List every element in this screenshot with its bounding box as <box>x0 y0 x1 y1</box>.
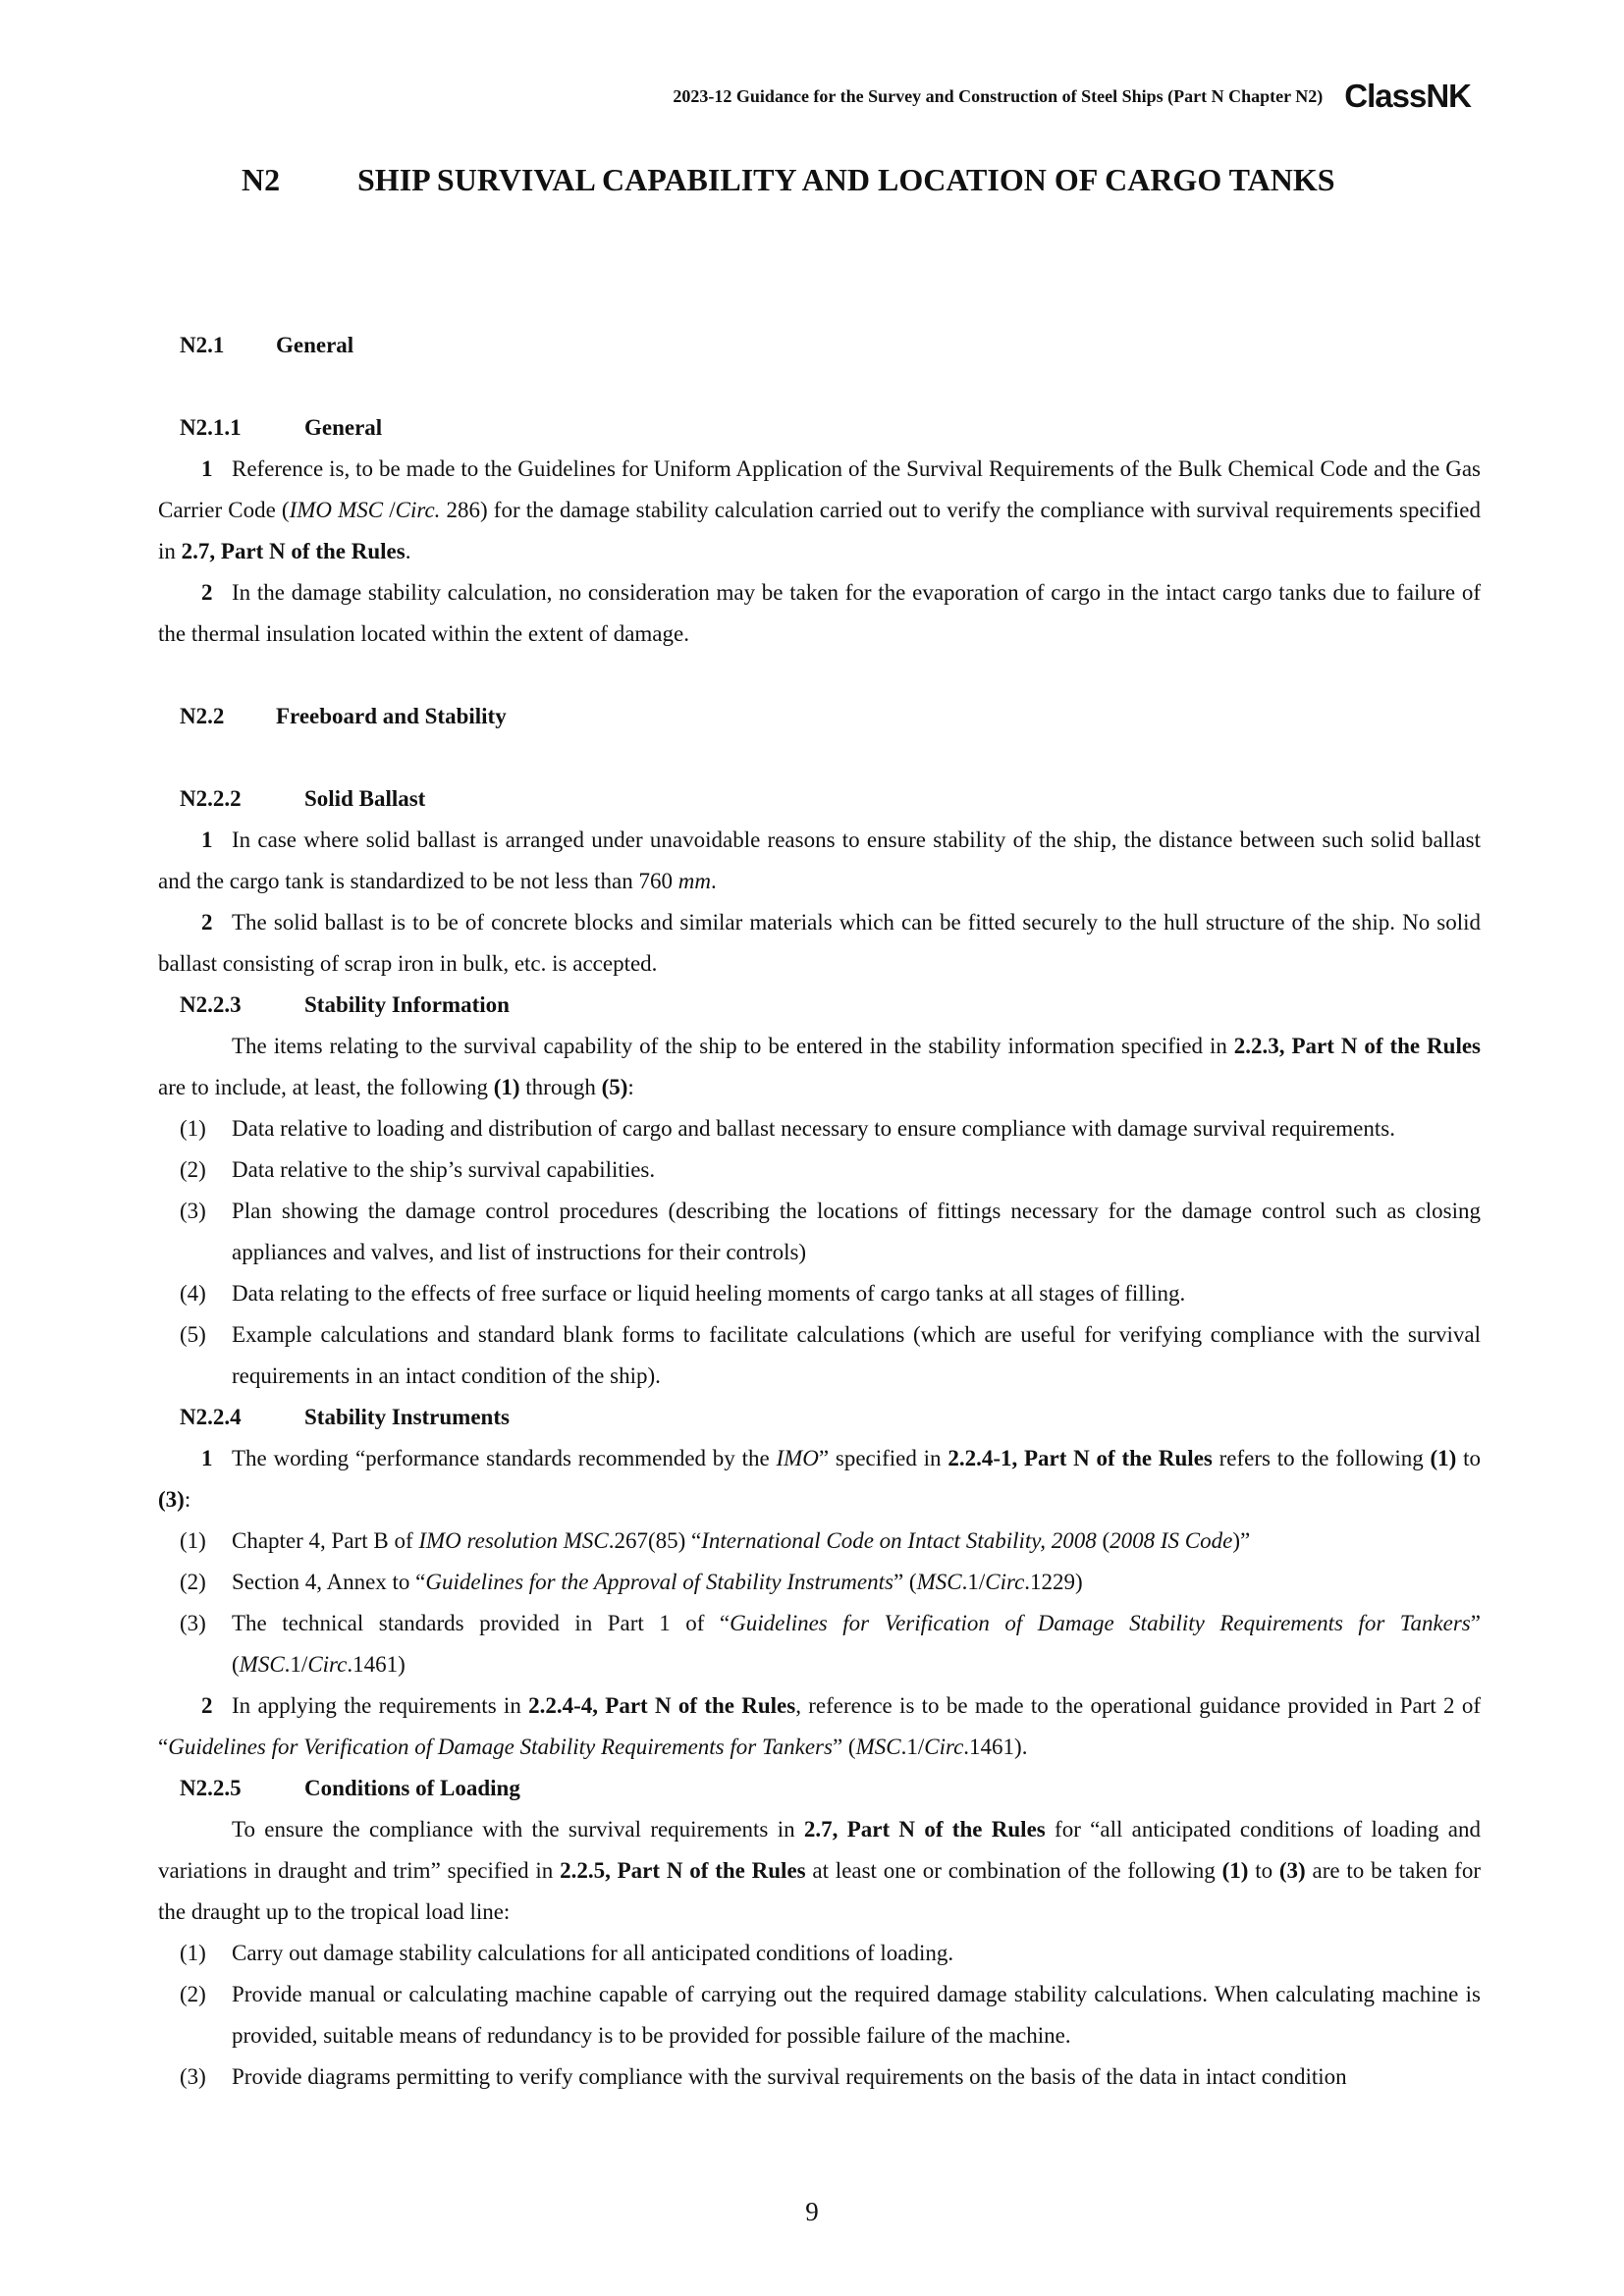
paragraph-number: 1 <box>201 1446 213 1470</box>
italic-run: Guidelines for Verification of Damage Stability Requirements for Tankers <box>168 1735 833 1759</box>
bold-run: 2.7, Part N of the Rules <box>181 539 406 563</box>
text-run: ( <box>1096 1528 1110 1553</box>
list-label: (1) <box>180 1116 206 1141</box>
italic-run: International Code on Intact Stability, 2008 <box>701 1528 1097 1553</box>
subsection-title: Solid Ballast <box>304 786 426 811</box>
section-heading-n2-2 <box>158 696 1481 737</box>
list-item <box>158 1603 1481 1685</box>
list-item <box>158 2056 1481 2098</box>
bold-run: 2.2.3, Part N of the Rules <box>1233 1034 1482 1058</box>
chapter-number: N2 <box>242 162 281 197</box>
list-item <box>158 1108 1481 1149</box>
list-label: (4) <box>180 1281 206 1306</box>
text-run: through <box>519 1075 602 1099</box>
italic-run: Circ <box>985 1570 1025 1594</box>
subsection-heading-n2-2-2 <box>158 778 1481 820</box>
italic-run: MSC <box>855 1735 901 1759</box>
text-run: In case where solid ballast is arranged under unavoidable reasons to ensure stability of the ship, the distance between such solid ballast and the cargo tank is standardized to be not less than 760 <box>158 828 1481 893</box>
list-label: (2) <box>180 1157 206 1182</box>
list-text <box>232 1562 1481 1603</box>
subsection-number: N2.2.4 <box>180 1405 242 1429</box>
list-item <box>158 1149 1481 1191</box>
list-label: (2) <box>180 1570 206 1594</box>
text-run: )” <box>1232 1528 1251 1553</box>
list-label: (3) <box>180 1199 206 1223</box>
subsection-title: Stability Instruments <box>304 1405 510 1429</box>
list-label: (3) <box>180 1611 206 1635</box>
subsection-number: N2.2.3 <box>180 992 242 1017</box>
list-item <box>158 1191 1481 1273</box>
text-run: to <box>1248 1858 1279 1883</box>
list-label: (5) <box>180 1322 206 1347</box>
text-run: 286) for the damage stability calculation carried out to verify the compliance with survival requirements specified in <box>158 498 1481 563</box>
paragraph-n2-1-1-2 <box>158 572 1481 655</box>
subsection-heading-n2-1-1 <box>158 407 1481 449</box>
italic-run: Guidelines for the Approval of Stability Instruments <box>425 1570 893 1594</box>
chapter-title-text: SHIP SURVIVAL CAPABILITY AND LOCATION OF CARGO TANKS <box>357 162 1335 197</box>
subsection-title: Stability Information <box>304 992 510 1017</box>
page-number: 9 <box>805 2197 819 2226</box>
bold-run: (3) <box>1278 1858 1306 1883</box>
list-text: Provide diagrams permitting to verify compliance with the survival requirements on the basis of the data in intact condition <box>232 2064 1347 2089</box>
text-run: : <box>184 1487 191 1512</box>
text-run: ” ( <box>232 1611 1481 1677</box>
text-run: .1/ <box>961 1570 986 1594</box>
paragraph-number: 2 <box>201 580 213 605</box>
paragraph-n2-2-4-1 <box>158 1438 1481 1521</box>
list-text <box>232 1603 1481 1685</box>
subsection-heading-n2-2-3 <box>158 985 1481 1026</box>
text-run: .1/ <box>900 1735 925 1759</box>
section-title: Freeboard and Stability <box>276 704 507 728</box>
text-run: In the damage stability calculation, no consideration may be taken for the evaporation of cargo in the intact cargo tanks due to failure of the thermal insulation located within the extent of damage. <box>158 580 1481 646</box>
list-text: Example calculations and standard blank forms to facilitate calculations (which are useful for verifying compliance with the survival requirements in an intact condition of the ship). <box>232 1322 1481 1388</box>
subsection-heading-n2-2-4 <box>158 1397 1481 1438</box>
text-run: for “all anticipated conditions of loading and variations in draught and trim” specified in <box>158 1817 1481 1883</box>
subsection-title: General <box>304 415 383 440</box>
italic-run: MSC <box>239 1652 285 1677</box>
list-item <box>158 1562 1481 1603</box>
text-run: To ensure the compliance with the survival requirements in <box>232 1817 804 1842</box>
text-run: .1229) <box>1024 1570 1083 1594</box>
bold-run: 2.2.4-1, Part N of the Rules <box>947 1446 1213 1470</box>
list-item <box>158 1314 1481 1397</box>
text-run: refers to the following <box>1212 1446 1431 1470</box>
italic-run: IMO <box>776 1446 819 1470</box>
page-header <box>673 77 1471 116</box>
paragraph-n2-2-2-2 <box>158 902 1481 985</box>
bold-run: 2.7, Part N of the Rules <box>803 1817 1046 1842</box>
text-run: The solid ballast is to be of concrete blocks and similar materials which can be fitted securely to the hull structure of the ship. No solid ballast consisting of scrap iron in bulk, etc. is accepted. <box>158 910 1481 976</box>
paragraph-n2-2-5-intro <box>158 1809 1481 1933</box>
paragraph-number: 2 <box>201 1693 213 1718</box>
text-run: Chapter 4, Part B of <box>232 1528 419 1553</box>
list-label: (1) <box>180 1528 206 1553</box>
text-run: to <box>1456 1446 1481 1470</box>
subsection-number: N2.1.1 <box>180 415 242 440</box>
section-heading-n2-1 <box>158 325 1481 366</box>
text-run: Section 4, Annex to “ <box>232 1570 426 1594</box>
subsection-heading-n2-2-5 <box>158 1768 1481 1809</box>
subsection-title: Conditions of Loading <box>304 1776 520 1800</box>
section-title: General <box>276 333 354 357</box>
text-run: . <box>405 539 411 563</box>
italic-run: MSC <box>916 1570 962 1594</box>
chapter-title <box>242 155 1335 204</box>
paragraph-n2-2-3-intro <box>158 1026 1481 1108</box>
list-item <box>158 1974 1481 2056</box>
text-run: .1461). <box>963 1735 1028 1759</box>
italic-run: IMO MSC <box>289 498 384 522</box>
list-label: (2) <box>180 1982 206 2006</box>
paragraph-n2-1-1-1 <box>158 449 1481 572</box>
bold-run: 2.2.4-4, Part N of the Rules <box>528 1693 796 1718</box>
italic-run: Guidelines for Verification of Damage Stability Requirements for Tankers <box>730 1611 1471 1635</box>
italic-run: Circ <box>924 1735 964 1759</box>
list-text: Provide manual or calculating machine capable of carrying out the required damage stability calculations. When calculating machine is provided, suitable means of redundancy is to be provided for possible failure of the machine. <box>232 1982 1481 2048</box>
text-run: .1/ <box>284 1652 308 1677</box>
text-run: are to include, at least, the following <box>158 1075 494 1099</box>
bold-run: (5) <box>601 1075 628 1099</box>
italic-run: Circ <box>307 1652 348 1677</box>
text-run: are to be taken for the draught up to the tropical load line: <box>158 1858 1482 1924</box>
list-item <box>158 1521 1481 1562</box>
text-run: , reference is to be made to the operational guidance provided in Part 2 of “ <box>158 1693 1481 1759</box>
text-run: . <box>710 869 717 893</box>
text-run: Reference is, to be made to the Guidelines for Uniform Application of the Survival Requirements of the Bulk Chemical Code and the Gas Carrier Code ( <box>158 456 1481 522</box>
text-run: The wording “performance standards recommended by the <box>232 1446 777 1470</box>
text-run: ” specified in <box>818 1446 948 1470</box>
list-text: Data relative to the ship’s survival capabilities. <box>232 1157 656 1182</box>
bold-run: (1) <box>1430 1446 1457 1470</box>
bold-run: (1) <box>493 1075 520 1099</box>
text-run: / <box>383 498 396 522</box>
paragraph-number: 1 <box>201 828 213 852</box>
list-text <box>232 1521 1481 1562</box>
bold-run: (3) <box>158 1487 185 1512</box>
bold-run: (1) <box>1221 1858 1249 1883</box>
list-text: Plan showing the damage control procedures (describing the locations of fittings necessary for the damage control such as closing appliances and valves, and list of instructions for their controls) <box>232 1199 1481 1264</box>
text-run: .267(85) “ <box>608 1528 702 1553</box>
header-title: 2023-12 Guidance for the Survey and Construction of Steel Ships (Part N Chapter N2) <box>673 86 1324 106</box>
paragraph-number: 1 <box>201 456 213 481</box>
paragraph-n2-2-4-2 <box>158 1685 1481 1768</box>
italic-run: mm <box>677 869 711 893</box>
text-run: In applying the requirements in <box>232 1693 529 1718</box>
italic-run: IMO resolution MSC <box>418 1528 609 1553</box>
bold-run: 2.2.5, Part N of the Rules <box>560 1858 806 1883</box>
paragraph-n2-2-2-1 <box>158 820 1481 902</box>
list-label: (3) <box>180 2064 206 2089</box>
text-run: ” ( <box>832 1735 856 1759</box>
text-run: ” ( <box>893 1570 917 1594</box>
list-item <box>158 1273 1481 1314</box>
list-text: Data relative to loading and distribution of cargo and ballast necessary to ensure compliance with damage survival requirements. <box>232 1116 1395 1141</box>
italic-run: 2008 IS Code <box>1110 1528 1233 1553</box>
italic-run: Circ. <box>395 498 441 522</box>
text-run: The items relating to the survival capability of the ship to be entered in the stability information specified in <box>232 1034 1234 1058</box>
section-number: N2.1 <box>180 333 225 357</box>
list-text: Carry out damage stability calculations for all anticipated conditions of loading. <box>232 1941 954 1965</box>
list-item <box>158 1933 1481 1974</box>
text-run: .1461) <box>347 1652 406 1677</box>
subsection-number: N2.2.5 <box>180 1776 242 1800</box>
paragraph-number: 2 <box>201 910 213 934</box>
classnk-logo: ClassNK <box>1344 78 1471 114</box>
subsection-number: N2.2.2 <box>180 786 242 811</box>
text-run: : <box>627 1075 634 1099</box>
list-label: (1) <box>180 1941 206 1965</box>
section-number: N2.2 <box>180 704 225 728</box>
list-text: Data relating to the effects of free surface or liquid heeling moments of cargo tanks at all stages of filling. <box>232 1281 1186 1306</box>
document-body <box>158 325 1481 2098</box>
text-run: at least one or combination of the following <box>805 1858 1222 1883</box>
text-run: The technical standards provided in Part 1 of “ <box>232 1611 731 1635</box>
